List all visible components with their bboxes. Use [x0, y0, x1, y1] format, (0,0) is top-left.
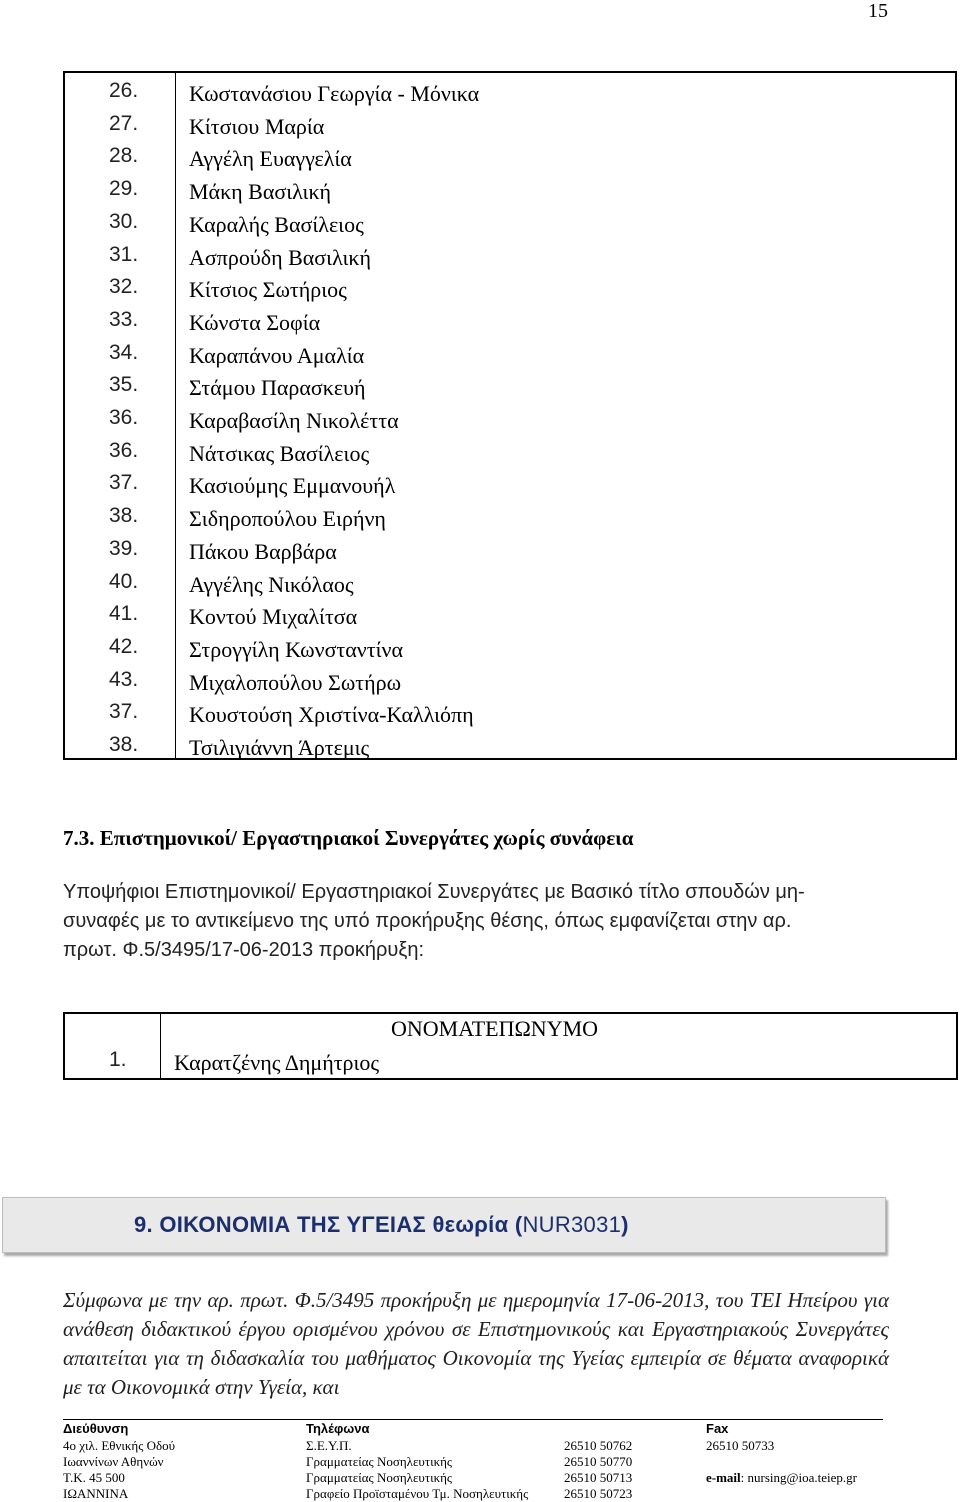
row-name: Στρογγίλη Κωνσταντίνα — [189, 636, 403, 662]
table-row — [65, 406, 955, 439]
footer-email-label: e-mail — [706, 1470, 741, 1485]
single-candidate-table — [63, 1012, 958, 1080]
page-number: 15 — [868, 0, 888, 22]
row-number: 27. — [109, 111, 139, 135]
row-name: Πάκου Βαρβάρα — [189, 538, 337, 564]
row-number: 31. — [109, 242, 139, 266]
row-number: 38. — [109, 733, 139, 756]
table-row — [65, 471, 955, 504]
footer-phone-label: Σ.Ε.Υ.Π. — [306, 1438, 352, 1453]
footer-header-phones: Τηλέφωνα — [306, 1421, 370, 1436]
table-row — [65, 275, 955, 308]
footer-phone-number: 26510 50723 — [564, 1486, 633, 1501]
row-number: 32. — [109, 275, 139, 299]
row-number: 33. — [109, 307, 139, 331]
paragraph-line: συναφές με το αντικείμενο της υπό προκήρυξης θέσης, όπως εμφανίζεται στην αρ. — [63, 910, 792, 932]
footer-address-line: Τ.Κ. 45 500 — [63, 1470, 125, 1485]
body-paragraph: Σύμφωνα με την αρ. πρωτ. Φ.5/3495 προκήρυξη με ημερομηνία 17-06-2013, του ΤΕΙ Ηπείρου για ανάθεση διδακτικού έργου ορισμένου χρόνου σε Επιστημονικούς και Εργαστηριακούς Συνεργάτες απαιτείται για τη διδασκαλία του μαθήματος Οικονομία της Υγείας εμπειρία σε θέματα αναφορικά με τα Οικονομικά στην Υγεία, και — [63, 1288, 889, 1399]
row-name: Κοντού Μιχαλίτσα — [189, 604, 358, 630]
footer-email — [706, 1470, 857, 1486]
footer-header-address: Διεύθυνση — [63, 1421, 129, 1436]
course-code: NUR3031 — [522, 1212, 622, 1237]
footer-address-line: Ιωαννίνων Αθηνών — [63, 1454, 164, 1469]
row-name: Στάμου Παρασκευή — [189, 375, 366, 401]
table-row — [65, 635, 955, 668]
table-row — [65, 602, 955, 635]
row-name: Καραβασίλη Νικολέττα — [189, 408, 399, 433]
row-name: Μάκη Βασιλική — [189, 179, 332, 205]
row-number: 37. — [109, 700, 139, 724]
table-row — [65, 733, 955, 766]
table-divider — [160, 1014, 161, 1078]
course-title-text: 9. ΟΙΚΟΝΟΜΙΑ ΤΗΣ ΥΓΕΙΑΣ θεωρία ( — [134, 1212, 523, 1237]
row-name: Κώνστα Σοφία — [189, 309, 321, 335]
row-name: Αγγέλη Ευαγγελία — [189, 146, 352, 172]
row-name: Καραλής Βασίλειος — [189, 211, 364, 237]
row-number: 42. — [109, 634, 139, 658]
row-number: 43. — [109, 667, 139, 691]
course-title-close: ) — [621, 1212, 629, 1237]
row-name: Καραπάνου Αμαλία — [189, 342, 365, 368]
footer-phone-number: 26510 50762 — [564, 1438, 633, 1453]
row-number: 36. — [109, 406, 139, 429]
paragraph-line: πρωτ. Φ.5/3495/17-06-2013 προκήρυξη: — [63, 939, 424, 961]
row-name: Σιδηροπούλου Ειρήνη — [189, 506, 386, 532]
table-row — [65, 537, 955, 570]
row-name: Κίτσιου Μαρία — [189, 113, 325, 139]
section-heading: 7.3. Επιστημονικοί/ Εργαστηριακοί Συνεργάτες χωρίς συνάφεια — [63, 826, 634, 850]
footer-address-line: ΙΩΑΝΝΙΝΑ — [63, 1486, 129, 1501]
row-name: Καρατζένης Δημήτριος — [174, 1050, 380, 1075]
row-number: 34. — [109, 340, 139, 364]
table-row — [65, 210, 955, 243]
row-number: 29. — [109, 177, 139, 201]
footer-fax-number: 26510 50733 — [706, 1438, 775, 1453]
table-row — [65, 177, 955, 210]
column-header-fullname: ΟΝΟΜΑΤΕΠΩΝΥΜΟ — [391, 1016, 599, 1041]
row-name: Τσιλιγιάννη Άρτεμις — [189, 735, 370, 760]
footer-phone-number: 26510 50713 — [564, 1470, 633, 1485]
row-name: Μιχαλοπούλου Σωτήρω — [189, 669, 402, 695]
row-number: 39. — [109, 536, 139, 560]
table-row — [65, 570, 955, 603]
section-paragraph — [63, 878, 893, 965]
table-row — [65, 144, 955, 177]
row-number: 37. — [109, 471, 139, 495]
table-row — [65, 308, 955, 341]
table-row — [65, 243, 955, 276]
table-row — [65, 79, 955, 112]
row-name: Κίτσιος Σωτήριος — [189, 277, 347, 303]
table-row — [65, 112, 955, 145]
course-title — [134, 1212, 629, 1238]
row-name: Νάτσικας Βασίλειος — [189, 440, 370, 466]
row-number: 40. — [109, 569, 139, 593]
course-banner — [2, 1197, 886, 1253]
row-number: 30. — [109, 209, 139, 233]
footer-phone-label: Γραφείο Προϊσταμένου Τμ. Νοσηλευτικής — [306, 1486, 529, 1501]
table-row — [65, 668, 955, 701]
row-number: 1. — [109, 1048, 127, 1071]
row-name: Κωστανάσιου Γεωργία - Μόνικα — [189, 81, 480, 106]
row-name: Ασπρούδη Βασιλική — [189, 244, 371, 270]
footer-rule — [63, 1419, 883, 1420]
footer-address-line: 4ο χιλ. Εθνικής Οδού — [63, 1438, 176, 1453]
footer-phone-label: Γραμματείας Νοσηλευτικής — [306, 1470, 453, 1485]
footer-email-value: : nursing@ioa.teiep.gr — [740, 1470, 857, 1485]
row-number: 28. — [109, 144, 139, 168]
table-row — [65, 439, 955, 472]
table-row — [65, 700, 955, 733]
footer-phone-number: 26510 50770 — [564, 1454, 633, 1469]
row-number: 41. — [109, 602, 139, 626]
table-row — [65, 504, 955, 537]
candidates-table — [63, 71, 957, 760]
row-number: 26. — [109, 79, 139, 102]
row-name: Κουστούση Χριστίνα-Καλλιόπη — [189, 702, 474, 728]
table-row — [65, 341, 955, 374]
row-name: Κασιούμης Εμμανουήλ — [189, 473, 396, 499]
table-row — [65, 373, 955, 406]
row-number: 38. — [109, 504, 139, 528]
paragraph-line: Υποψήφιοι Επιστημονικοί/ Εργαστηριακοί Συνεργάτες με Βασικό τίτλο σπουδών μη- — [63, 881, 805, 903]
row-number: 36. — [109, 438, 139, 462]
footer-header-fax: Fax — [706, 1421, 729, 1436]
footer-phone-label: Γραμματείας Νοσηλευτικής — [306, 1454, 453, 1469]
row-number: 35. — [109, 373, 139, 397]
row-name: Αγγέλης Νικόλαος — [189, 571, 354, 597]
